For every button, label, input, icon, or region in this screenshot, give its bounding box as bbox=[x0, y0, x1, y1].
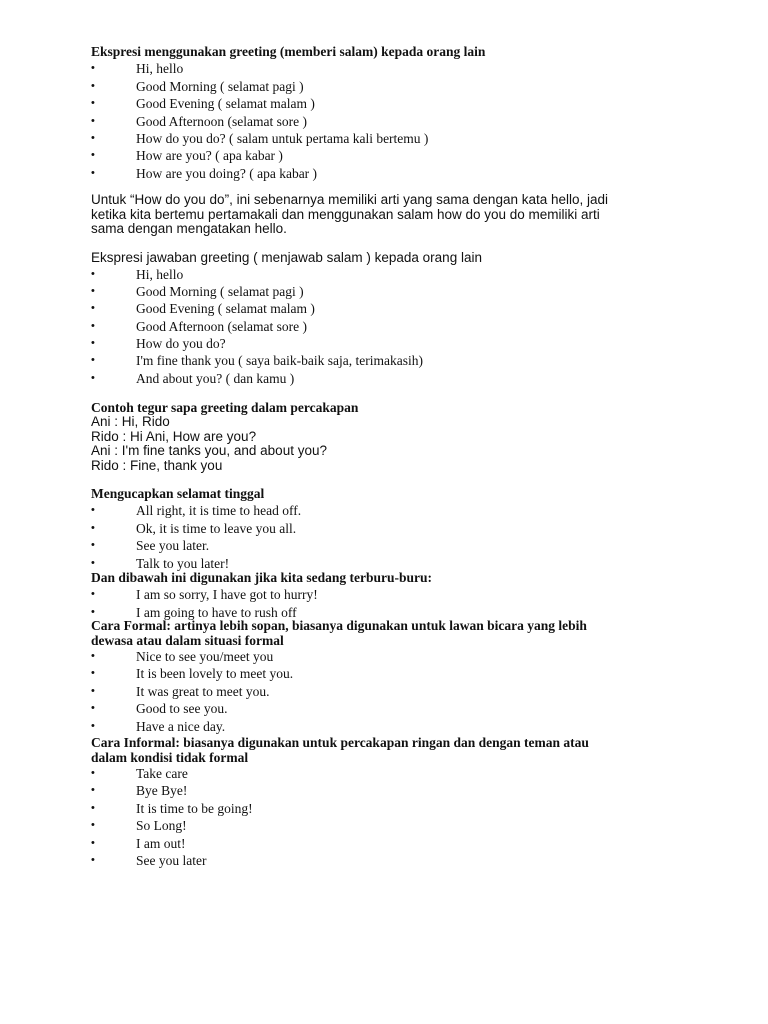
section-heading: Ekspresi jawaban greeting ( menjawab salam ) kepada orang lain bbox=[91, 250, 482, 265]
section-heading: Dan dibawah ini digunakan jika kita sedang terburu-buru: bbox=[91, 570, 432, 585]
list-item: • All right, it is time to head off. bbox=[91, 502, 691, 519]
list-item: • I am out! bbox=[91, 835, 691, 852]
bullet-list bbox=[91, 648, 691, 735]
dialog-line: Ani : Hi, Rido bbox=[91, 414, 170, 429]
list-item: • It was great to meet you. bbox=[91, 683, 691, 700]
section-heading: Ekspresi menggunakan greeting (memberi salam) kepada orang lain bbox=[91, 44, 486, 59]
list-item: • Good Afternoon (selamat sore ) bbox=[91, 318, 691, 335]
section-heading: Contoh tegur sapa greeting dalam percakapan bbox=[91, 400, 359, 415]
list-item: • Good Morning ( selamat pagi ) bbox=[91, 78, 691, 95]
list-item: • Talk to you later! bbox=[91, 555, 691, 572]
explanation-paragraph bbox=[91, 193, 691, 237]
greeting-responses-section bbox=[91, 251, 691, 387]
greeting-expressions-section bbox=[91, 43, 691, 182]
list-item: • Hi, hello bbox=[91, 60, 691, 77]
formal-section bbox=[91, 618, 691, 735]
dialog-line: Rido : Fine, thank you bbox=[91, 457, 223, 473]
list-item: • And about you? ( dan kamu ) bbox=[91, 370, 691, 387]
list-item: • How do you do? ( salam untuk pertama kali bertemu ) bbox=[91, 130, 691, 147]
conversation-example-section bbox=[91, 400, 691, 473]
list-item: • Have a nice day. bbox=[91, 718, 691, 735]
bullet-list bbox=[91, 266, 691, 388]
list-item: • See you later bbox=[91, 852, 691, 869]
list-item: • Good Evening ( selamat malam ) bbox=[91, 95, 691, 112]
list-item: • I am going to have to rush off bbox=[91, 604, 691, 621]
list-item: • Ok, it is time to leave you all. bbox=[91, 520, 691, 537]
dialog-line: Rido : Hi Ani, How are you? bbox=[91, 428, 257, 444]
list-item: • Good Evening ( selamat malam ) bbox=[91, 300, 691, 317]
list-item: • Good to see you. bbox=[91, 700, 691, 717]
list-item: • So Long! bbox=[91, 817, 691, 834]
list-item: • Bye Bye! bbox=[91, 782, 691, 799]
list-item: • Nice to see you/meet you bbox=[91, 648, 691, 665]
paragraph-line: ketika kita bertemu pertamakali dan menggunakan salam how do you do memiliki arti bbox=[91, 206, 600, 222]
list-item: • I'm fine thank you ( saya baik-baik saja, terimakasih) bbox=[91, 352, 691, 369]
section-heading: dewasa atau dalam situasi formal bbox=[91, 633, 284, 648]
list-item: • I am so sorry, I have got to hurry! bbox=[91, 586, 691, 603]
hurry-section bbox=[91, 569, 691, 621]
farewell-section bbox=[91, 485, 691, 572]
section-heading: dalam kondisi tidak formal bbox=[91, 750, 249, 765]
list-item: • Take care bbox=[91, 765, 691, 782]
section-heading: Mengucapkan selamat tinggal bbox=[91, 486, 265, 501]
bullet-list bbox=[91, 586, 691, 621]
list-item: • How do you do? bbox=[91, 335, 691, 352]
list-item: • How are you doing? ( apa kabar ) bbox=[91, 165, 691, 182]
informal-section bbox=[91, 735, 691, 869]
list-item: • How are you? ( apa kabar ) bbox=[91, 147, 691, 164]
list-item: • See you later. bbox=[91, 537, 691, 554]
list-item: • Hi, hello bbox=[91, 266, 691, 283]
list-item: • It is been lovely to meet you. bbox=[91, 665, 691, 682]
list-item: • It is time to be going! bbox=[91, 800, 691, 817]
section-heading: Cara Formal: artinya lebih sopan, biasanya digunakan untuk lawan bicara yang lebih bbox=[91, 618, 587, 633]
paragraph-line: Untuk “How do you do”, ini sebenarnya memiliki arti yang sama dengan kata hello, jadi bbox=[91, 192, 609, 207]
bullet-list bbox=[91, 765, 691, 869]
list-item: • Good Morning ( selamat pagi ) bbox=[91, 283, 691, 300]
section-heading: Cara Informal: biasanya digunakan untuk percakapan ringan dan dengan teman atau bbox=[91, 735, 589, 750]
bullet-list bbox=[91, 60, 691, 182]
dialog-line: Ani : I'm fine tanks you, and about you? bbox=[91, 443, 327, 458]
bullet-list bbox=[91, 502, 691, 572]
paragraph-line: sama dengan mengatakan hello. bbox=[91, 221, 287, 236]
list-item: • Good Afternoon (selamat sore ) bbox=[91, 113, 691, 130]
